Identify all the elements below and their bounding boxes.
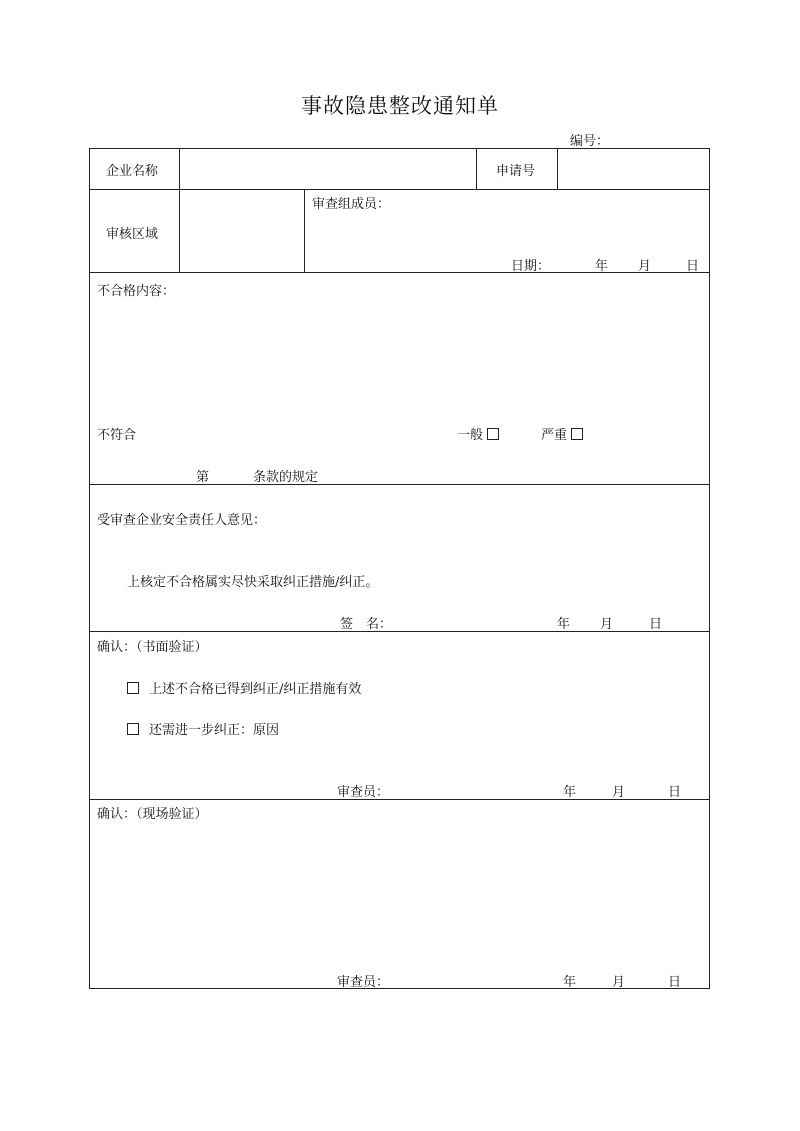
onsite-day: 日 bbox=[668, 975, 682, 990]
application-no-field[interactable] bbox=[559, 150, 708, 188]
form-table bbox=[89, 148, 710, 989]
written-option-1-checkbox[interactable] bbox=[127, 682, 139, 694]
application-no-label: 申请号 bbox=[496, 164, 536, 179]
responsible-day: 日 bbox=[649, 617, 663, 632]
onsite-month: 月 bbox=[612, 975, 626, 990]
audit-area-field[interactable] bbox=[181, 191, 302, 271]
severity-general-checkbox[interactable] bbox=[487, 428, 499, 440]
company-name-field[interactable] bbox=[181, 150, 474, 188]
responsible-opinion-label: 受审查企业安全责任人意见： bbox=[97, 513, 267, 528]
clause-prefix: 第 bbox=[196, 470, 210, 485]
written-year: 年 bbox=[563, 785, 577, 800]
row-divider-4 bbox=[89, 631, 710, 632]
written-option-2-checkbox[interactable] bbox=[127, 723, 139, 735]
written-day: 日 bbox=[668, 785, 682, 800]
date-month: 月 bbox=[638, 259, 652, 274]
severity-serious-checkbox[interactable] bbox=[571, 428, 583, 440]
written-verification-label: 确认：（书面验证） bbox=[97, 640, 208, 655]
written-auditor-label: 审查员： bbox=[337, 785, 390, 800]
doc-number-label: 编号： bbox=[570, 134, 610, 149]
page-title: 事故隐患整改通知单 bbox=[301, 94, 499, 118]
responsible-statement: 上核定不合格属实尽快采取纠正措施/纠正。 bbox=[127, 575, 379, 590]
responsible-month: 月 bbox=[600, 617, 614, 632]
nonconformity-content-label: 不合格内容： bbox=[97, 284, 176, 299]
severity-serious-label: 严重 bbox=[541, 428, 568, 443]
audit-team-label: 审查组成员： bbox=[312, 197, 391, 212]
date-label: 日期： bbox=[511, 259, 551, 274]
severity-serious bbox=[541, 424, 583, 443]
row-divider-2 bbox=[89, 272, 710, 273]
written-month: 月 bbox=[612, 785, 626, 800]
written-option-2-label: 还需进一步纠正：原因 bbox=[149, 723, 280, 738]
onsite-year: 年 bbox=[563, 975, 577, 990]
col-divider-r2-a bbox=[179, 189, 180, 273]
col-divider-r1-a bbox=[179, 148, 180, 190]
col-divider-r1-b bbox=[476, 148, 477, 190]
onsite-auditor-label: 审查员： bbox=[337, 975, 390, 990]
date-day: 日 bbox=[686, 259, 700, 274]
written-option-2 bbox=[127, 719, 279, 738]
nonconform-label: 不符合 bbox=[97, 428, 137, 443]
severity-general-label: 一般 bbox=[457, 428, 484, 443]
responsible-signature-label: 签 名： bbox=[340, 617, 393, 632]
severity-general bbox=[457, 424, 499, 443]
responsible-year: 年 bbox=[557, 617, 571, 632]
written-option-1 bbox=[127, 678, 361, 697]
company-name-label: 企业名称 bbox=[106, 164, 159, 179]
date-year: 年 bbox=[595, 259, 609, 274]
written-option-1-label: 上述不合格已得到纠正/纠正措施有效 bbox=[149, 682, 362, 697]
clause-suffix: 条款的规定 bbox=[253, 470, 319, 485]
onsite-verification-label: 确认：（现场验证） bbox=[97, 807, 208, 822]
col-divider-r2-b bbox=[304, 189, 305, 273]
row-divider-1 bbox=[89, 189, 710, 190]
audit-area-label: 审核区域 bbox=[106, 227, 159, 242]
row-divider-3 bbox=[89, 484, 710, 485]
col-divider-r1-c bbox=[557, 148, 558, 190]
